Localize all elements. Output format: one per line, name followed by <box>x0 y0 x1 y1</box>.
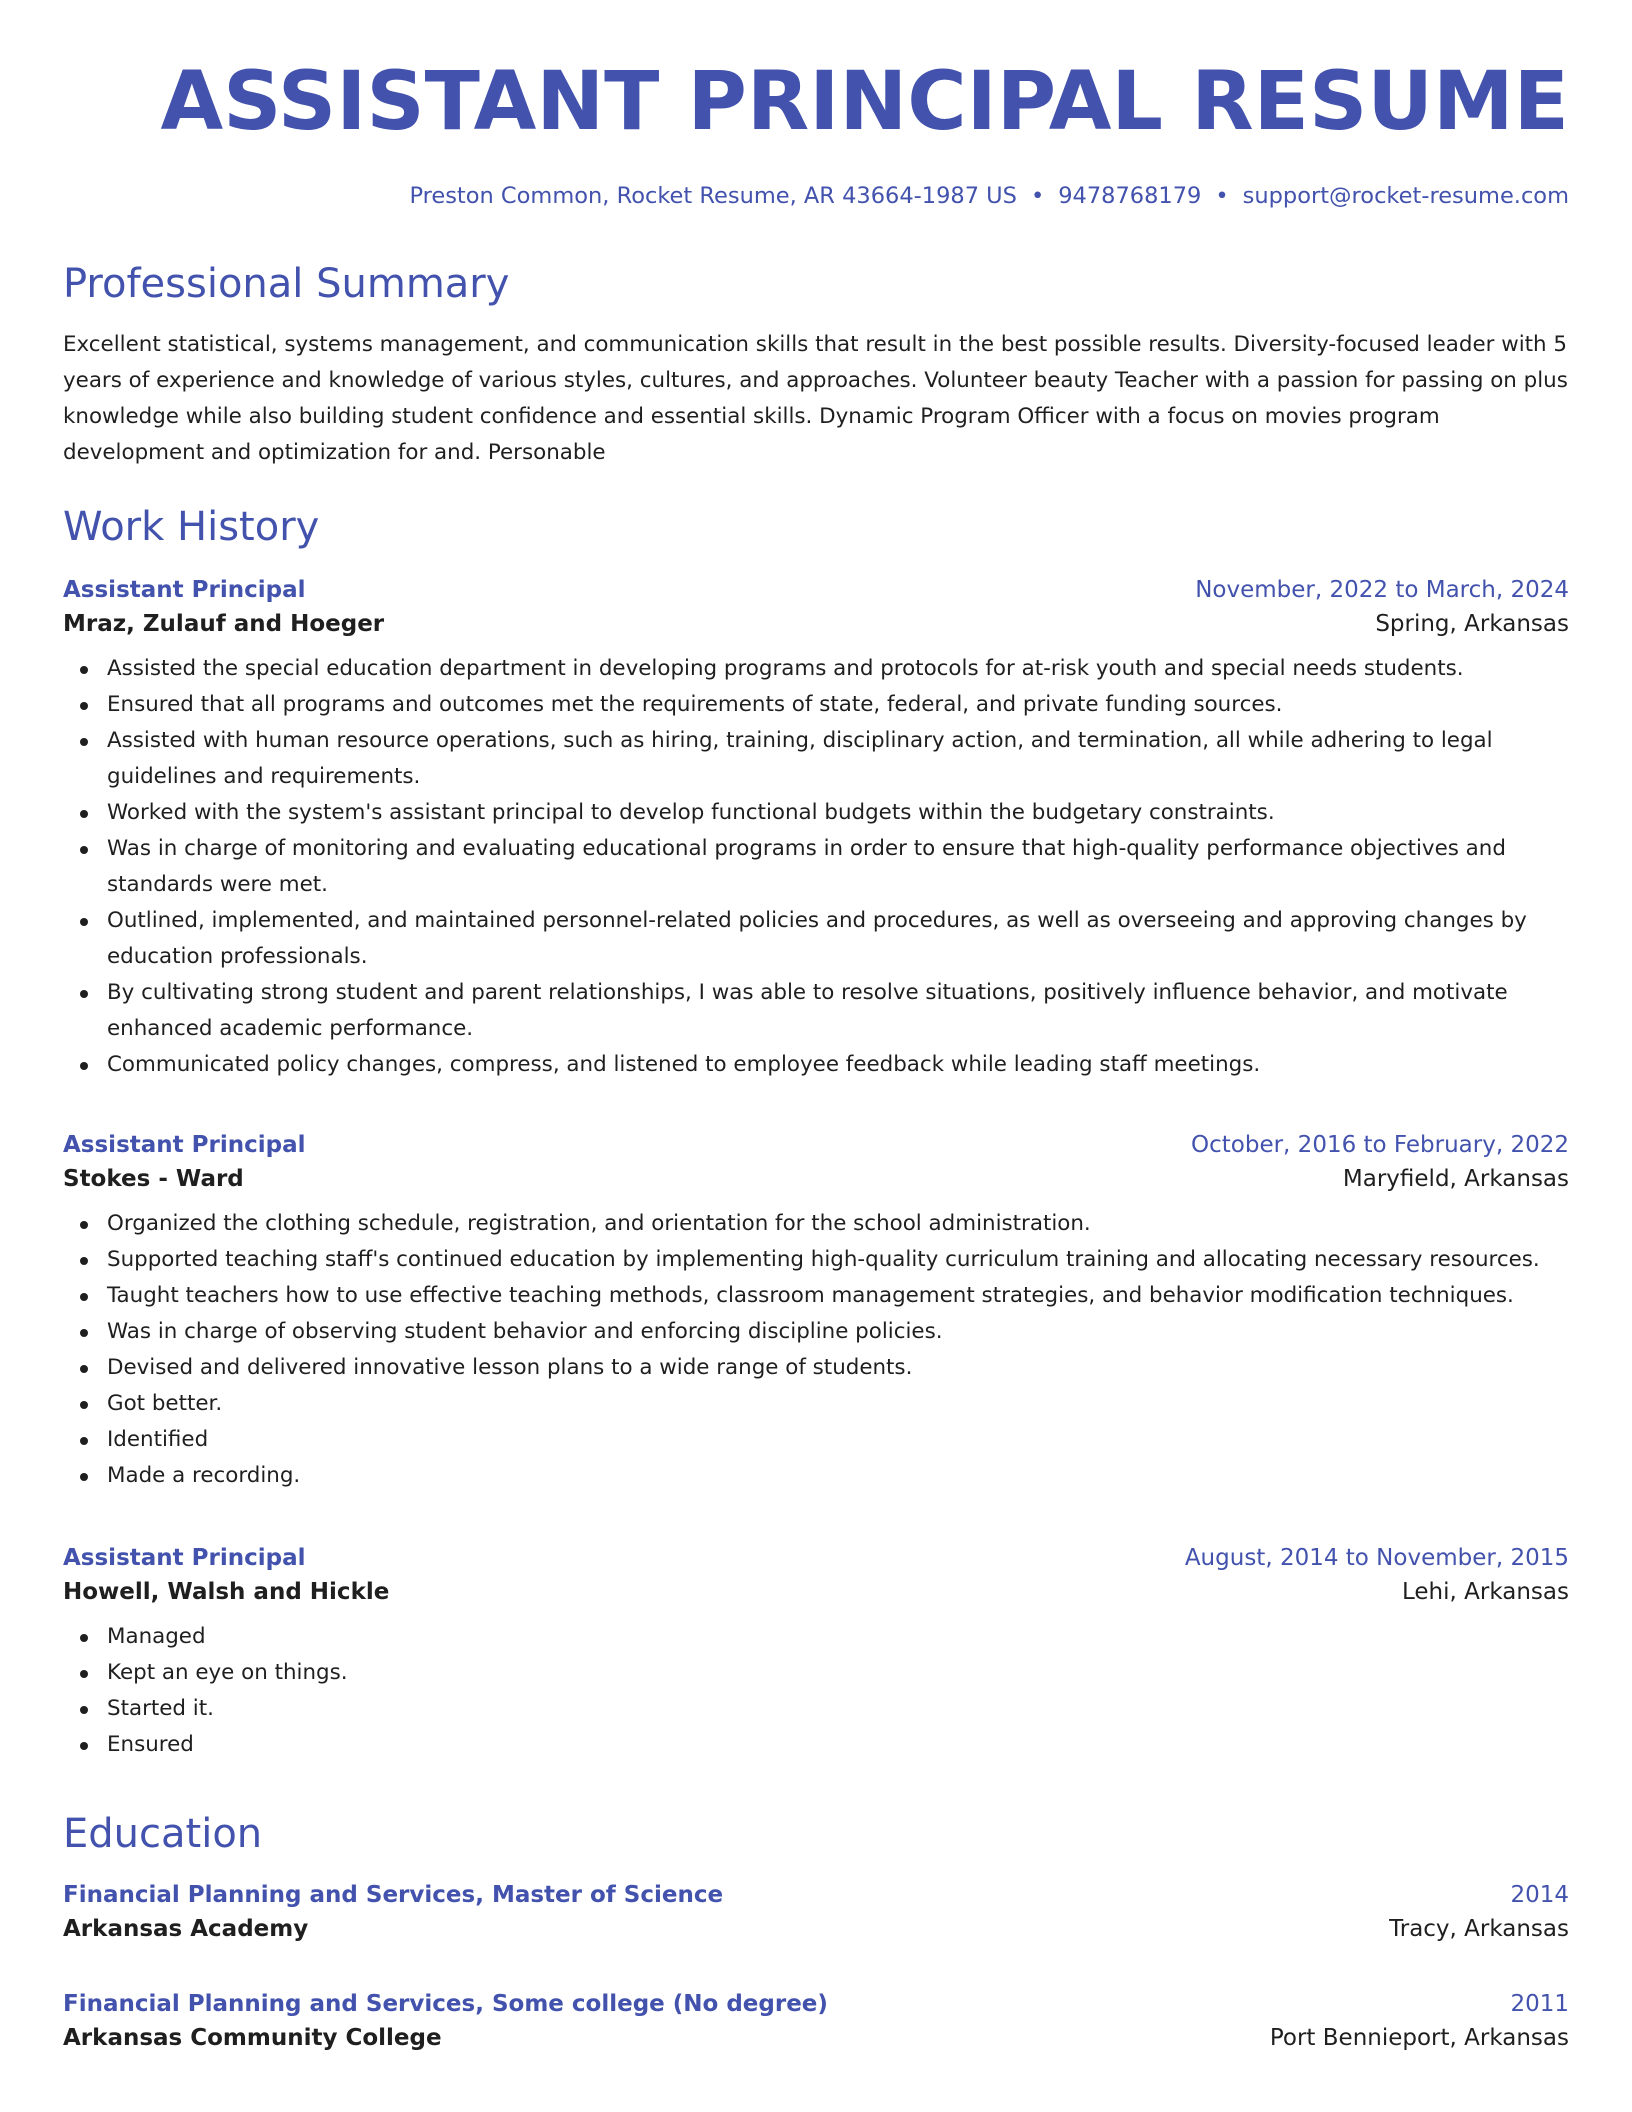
job-bullet: Supported teaching staff's continued education by implementing high-quality curriculum training and allocating necessary resources. <box>107 1242 1569 1278</box>
job-location: Lehi, Arkansas <box>1402 1579 1569 1605</box>
education-header-row <box>63 1991 1569 2017</box>
job-employer-row <box>63 611 1569 637</box>
job-bullet: Organized the clothing schedule, registration, and orientation for the school administration. <box>107 1206 1569 1242</box>
job-location: Spring, Arkansas <box>1375 611 1569 637</box>
education-year: 2014 <box>1510 1882 1569 1908</box>
education-school: Arkansas Academy <box>63 1916 309 1942</box>
contact-separator: • <box>1030 183 1045 209</box>
job-dates: November, 2022 to March, 2024 <box>1195 577 1569 603</box>
education-entry <box>63 1991 1569 2051</box>
contact-line <box>63 183 1569 209</box>
summary-text: Excellent statistical, systems management, and communication skills that result in the best possible results. Diversity-focused leader with 5 years of experience and knowledge of various styles, cultures, and approaches. Volunteer beauty Teacher with a passion for passing on plus knowledge while also building student confidence and essential skills. Dynamic Program Officer with a focus on movies program development and optimization for and. Personable <box>63 332 1568 465</box>
summary-section <box>63 261 1569 471</box>
job-bullet: Taught teachers how to use effective teaching methods, classroom management strategies, and behavior modification techniques. <box>107 1278 1569 1314</box>
job-bullet: Was in charge of monitoring and evaluating educational programs in order to ensure that high-quality performance objectives and standards were met. <box>107 831 1569 903</box>
job-bullet: Identified <box>107 1422 1569 1458</box>
job-employer: Howell, Walsh and Hickle <box>63 1579 390 1605</box>
education-location: Tracy, Arkansas <box>1389 1916 1569 1942</box>
job-bullets <box>63 651 1569 1083</box>
job-location: Maryfield, Arkansas <box>1342 1166 1569 1192</box>
job-employer-row <box>63 1579 1569 1605</box>
job-bullet: Managed <box>107 1619 1569 1655</box>
contact-address: Preston Common, Rocket Resume, AR 43664-1987 US <box>409 183 1017 209</box>
education-section <box>63 1811 1569 1857</box>
education-heading: Education <box>63 1811 263 1857</box>
education-school-row <box>63 1916 1569 1942</box>
job-entry <box>63 1545 1569 1763</box>
job-bullet: Devised and delivered innovative lesson plans to a wide range of students. <box>107 1350 1569 1386</box>
contact-email: support@rocket-resume.com <box>1242 183 1569 209</box>
education-degree: Financial Planning and Services, Some college (No degree) <box>63 1991 828 2017</box>
job-header-row <box>63 1545 1569 1571</box>
job-title: Assistant Principal <box>63 1545 306 1571</box>
education-entry <box>63 1882 1569 1942</box>
education-year: 2011 <box>1510 1991 1569 2017</box>
contact-phone: 9478768179 <box>1058 183 1202 209</box>
job-dates: October, 2016 to February, 2022 <box>1191 1132 1569 1158</box>
job-dates: August, 2014 to November, 2015 <box>1184 1545 1569 1571</box>
job-bullet: Ensured that all programs and outcomes met the requirements of state, federal, and private funding sources. <box>107 687 1569 723</box>
resume-title: ASSISTANT PRINCIPAL RESUME <box>160 55 1569 149</box>
job-bullets <box>63 1206 1569 1494</box>
education-degree: Financial Planning and Services, Master of Science <box>63 1882 724 1908</box>
job-bullet: Made a recording. <box>107 1458 1569 1494</box>
education-header-row <box>63 1882 1569 1908</box>
job-header-row <box>63 577 1569 603</box>
job-bullet: Assisted the special education department in developing programs and protocols for at-risk youth and special needs students. <box>107 651 1569 687</box>
job-bullet: Kept an eye on things. <box>107 1655 1569 1691</box>
job-employer-row <box>63 1166 1569 1192</box>
job-bullet: Worked with the system's assistant principal to develop functional budgets within the budgetary constraints. <box>107 795 1569 831</box>
education-school-row <box>63 2025 1569 2051</box>
job-title: Assistant Principal <box>63 1132 306 1158</box>
job-entry <box>63 1132 1569 1494</box>
job-entry <box>63 577 1569 1083</box>
job-employer: Stokes - Ward <box>63 1166 244 1192</box>
job-bullet: Started it. <box>107 1691 1569 1727</box>
job-header-row <box>63 1132 1569 1158</box>
job-employer: Mraz, Zulauf and Hoeger <box>63 611 385 637</box>
job-bullet: Got better. <box>107 1386 1569 1422</box>
work-history-section <box>63 504 1569 550</box>
job-title: Assistant Principal <box>63 577 306 603</box>
job-bullet: Outlined, implemented, and maintained personnel-related policies and procedures, as well as overseeing and approving changes by education professionals. <box>107 903 1569 975</box>
job-bullet: Ensured <box>107 1727 1569 1763</box>
contact-separator: • <box>1215 183 1229 209</box>
job-bullets <box>63 1619 1569 1763</box>
work-history-heading: Work History <box>63 504 320 550</box>
education-location: Port Bennieport, Arkansas <box>1269 2025 1569 2051</box>
job-bullet: Was in charge of observing student behavior and enforcing discipline policies. <box>107 1314 1569 1350</box>
job-bullet: By cultivating strong student and parent relationships, I was able to resolve situations, positively influence behavior, and motivate enhanced academic performance. <box>107 975 1569 1047</box>
job-bullet: Assisted with human resource operations, such as hiring, training, disciplinary action, and termination, all while adhering to legal guidelines and requirements. <box>107 723 1569 795</box>
summary-heading: Professional Summary <box>63 261 510 307</box>
education-school: Arkansas Community College <box>63 2025 442 2051</box>
job-bullet: Communicated policy changes, compress, and listened to employee feedback while leading staff meetings. <box>107 1047 1569 1083</box>
